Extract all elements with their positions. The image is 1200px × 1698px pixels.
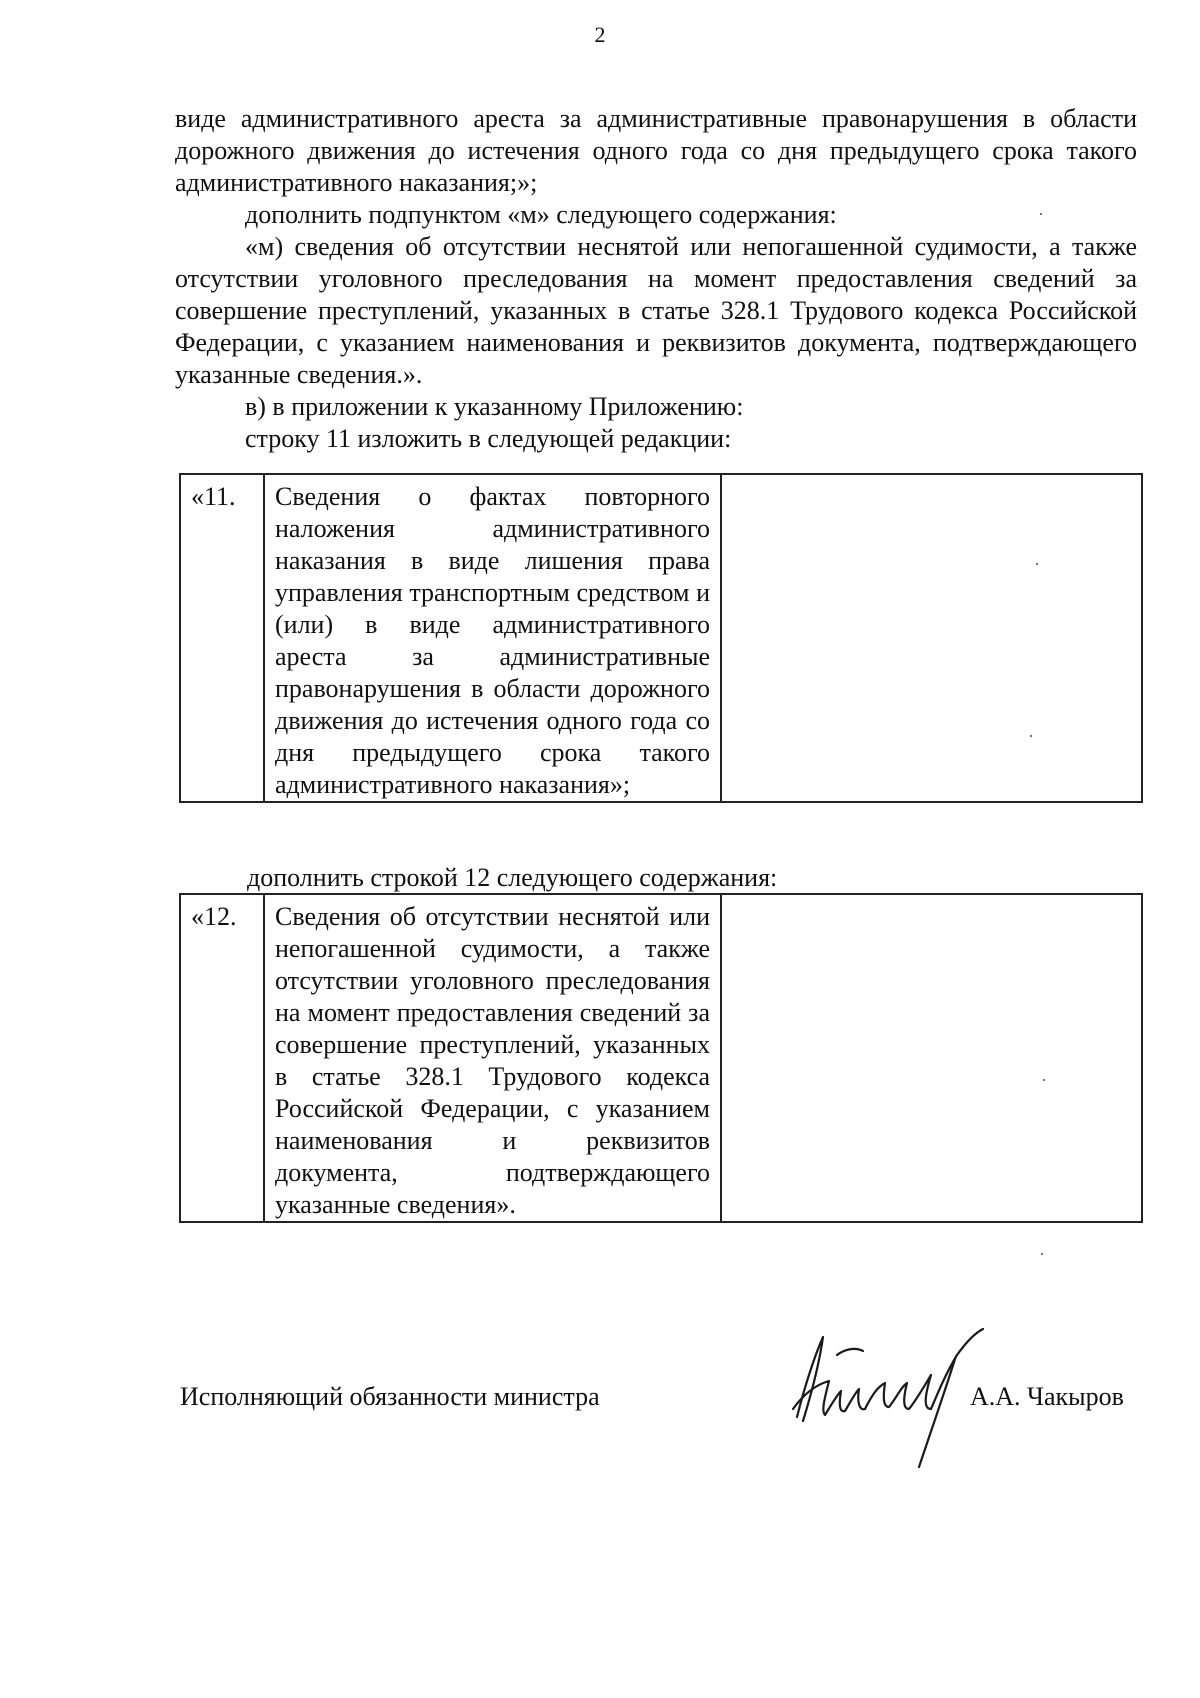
table-row-11 bbox=[179, 473, 1143, 803]
table-row-12 bbox=[179, 893, 1143, 1223]
row-value-cell bbox=[721, 894, 1142, 1222]
table-row bbox=[180, 474, 1142, 802]
paragraph-continuation: виде административного ареста за административные правонарушения в области дорожного движения до истечения одного года со дня предыдущего срока такого административного наказания;»; bbox=[175, 104, 1137, 197]
handwritten-signature bbox=[785, 1325, 990, 1475]
row-value-cell bbox=[721, 474, 1142, 802]
row-text-cell: Сведения о фактах повторного наложения административного наказания в виде лишения права управления транспортным средством и (или) в виде административного ареста за административные правонарушения в области дорожного движения до истечения одного года со дня предыдущего срока такого административного наказания»; bbox=[264, 474, 721, 802]
signatory-title: Исполняющий обязанности министра bbox=[180, 1382, 600, 1411]
scan-speck bbox=[1030, 735, 1032, 737]
paragraph-appendix: в) в приложении к указанному Приложению: bbox=[245, 392, 744, 421]
page-number: 2 bbox=[594, 22, 606, 47]
signatory-name: А.А. Чакыров bbox=[970, 1382, 1124, 1411]
scan-speck bbox=[1043, 1079, 1045, 1081]
body-text bbox=[175, 103, 1137, 455]
paragraph-row-11-intro: строку 11 изложить в следующей редакции: bbox=[245, 424, 732, 453]
table-row bbox=[180, 894, 1142, 1222]
row-number-cell: «12. bbox=[180, 894, 264, 1222]
row-number-cell: «11. bbox=[180, 474, 264, 802]
paragraph-amend-subitem: дополнить подпунктом «м» следующего содержания: bbox=[245, 200, 837, 229]
scan-speck bbox=[1036, 563, 1038, 565]
scan-speck bbox=[1040, 213, 1042, 215]
scan-speck bbox=[1041, 1253, 1043, 1255]
row-text-cell: Сведения об отсутствии неснятой или непогашенной судимости, а также отсутствии уголовного преследования на момент предоставления сведений за совершение преступлений, указанных в статье 328.1 Трудового кодекса Российской Федерации, с указанием наименования и реквизитов документа, подтверждающего указанные сведения». bbox=[264, 894, 721, 1222]
paragraph-row-12-intro: дополнить строкой 12 следующего содержания: bbox=[247, 863, 778, 892]
paragraph-subitem-m: «м) сведения об отсутствии неснятой или непогашенной судимости, а также отсутствии уголовного преследования на момент предоставления сведений за совершение преступлений, указанных в статье 328.1 Трудового кодекса Российской Федерации, с указанием наименования и реквизитов документа, подтверждающего указанные сведения.». bbox=[175, 232, 1137, 389]
